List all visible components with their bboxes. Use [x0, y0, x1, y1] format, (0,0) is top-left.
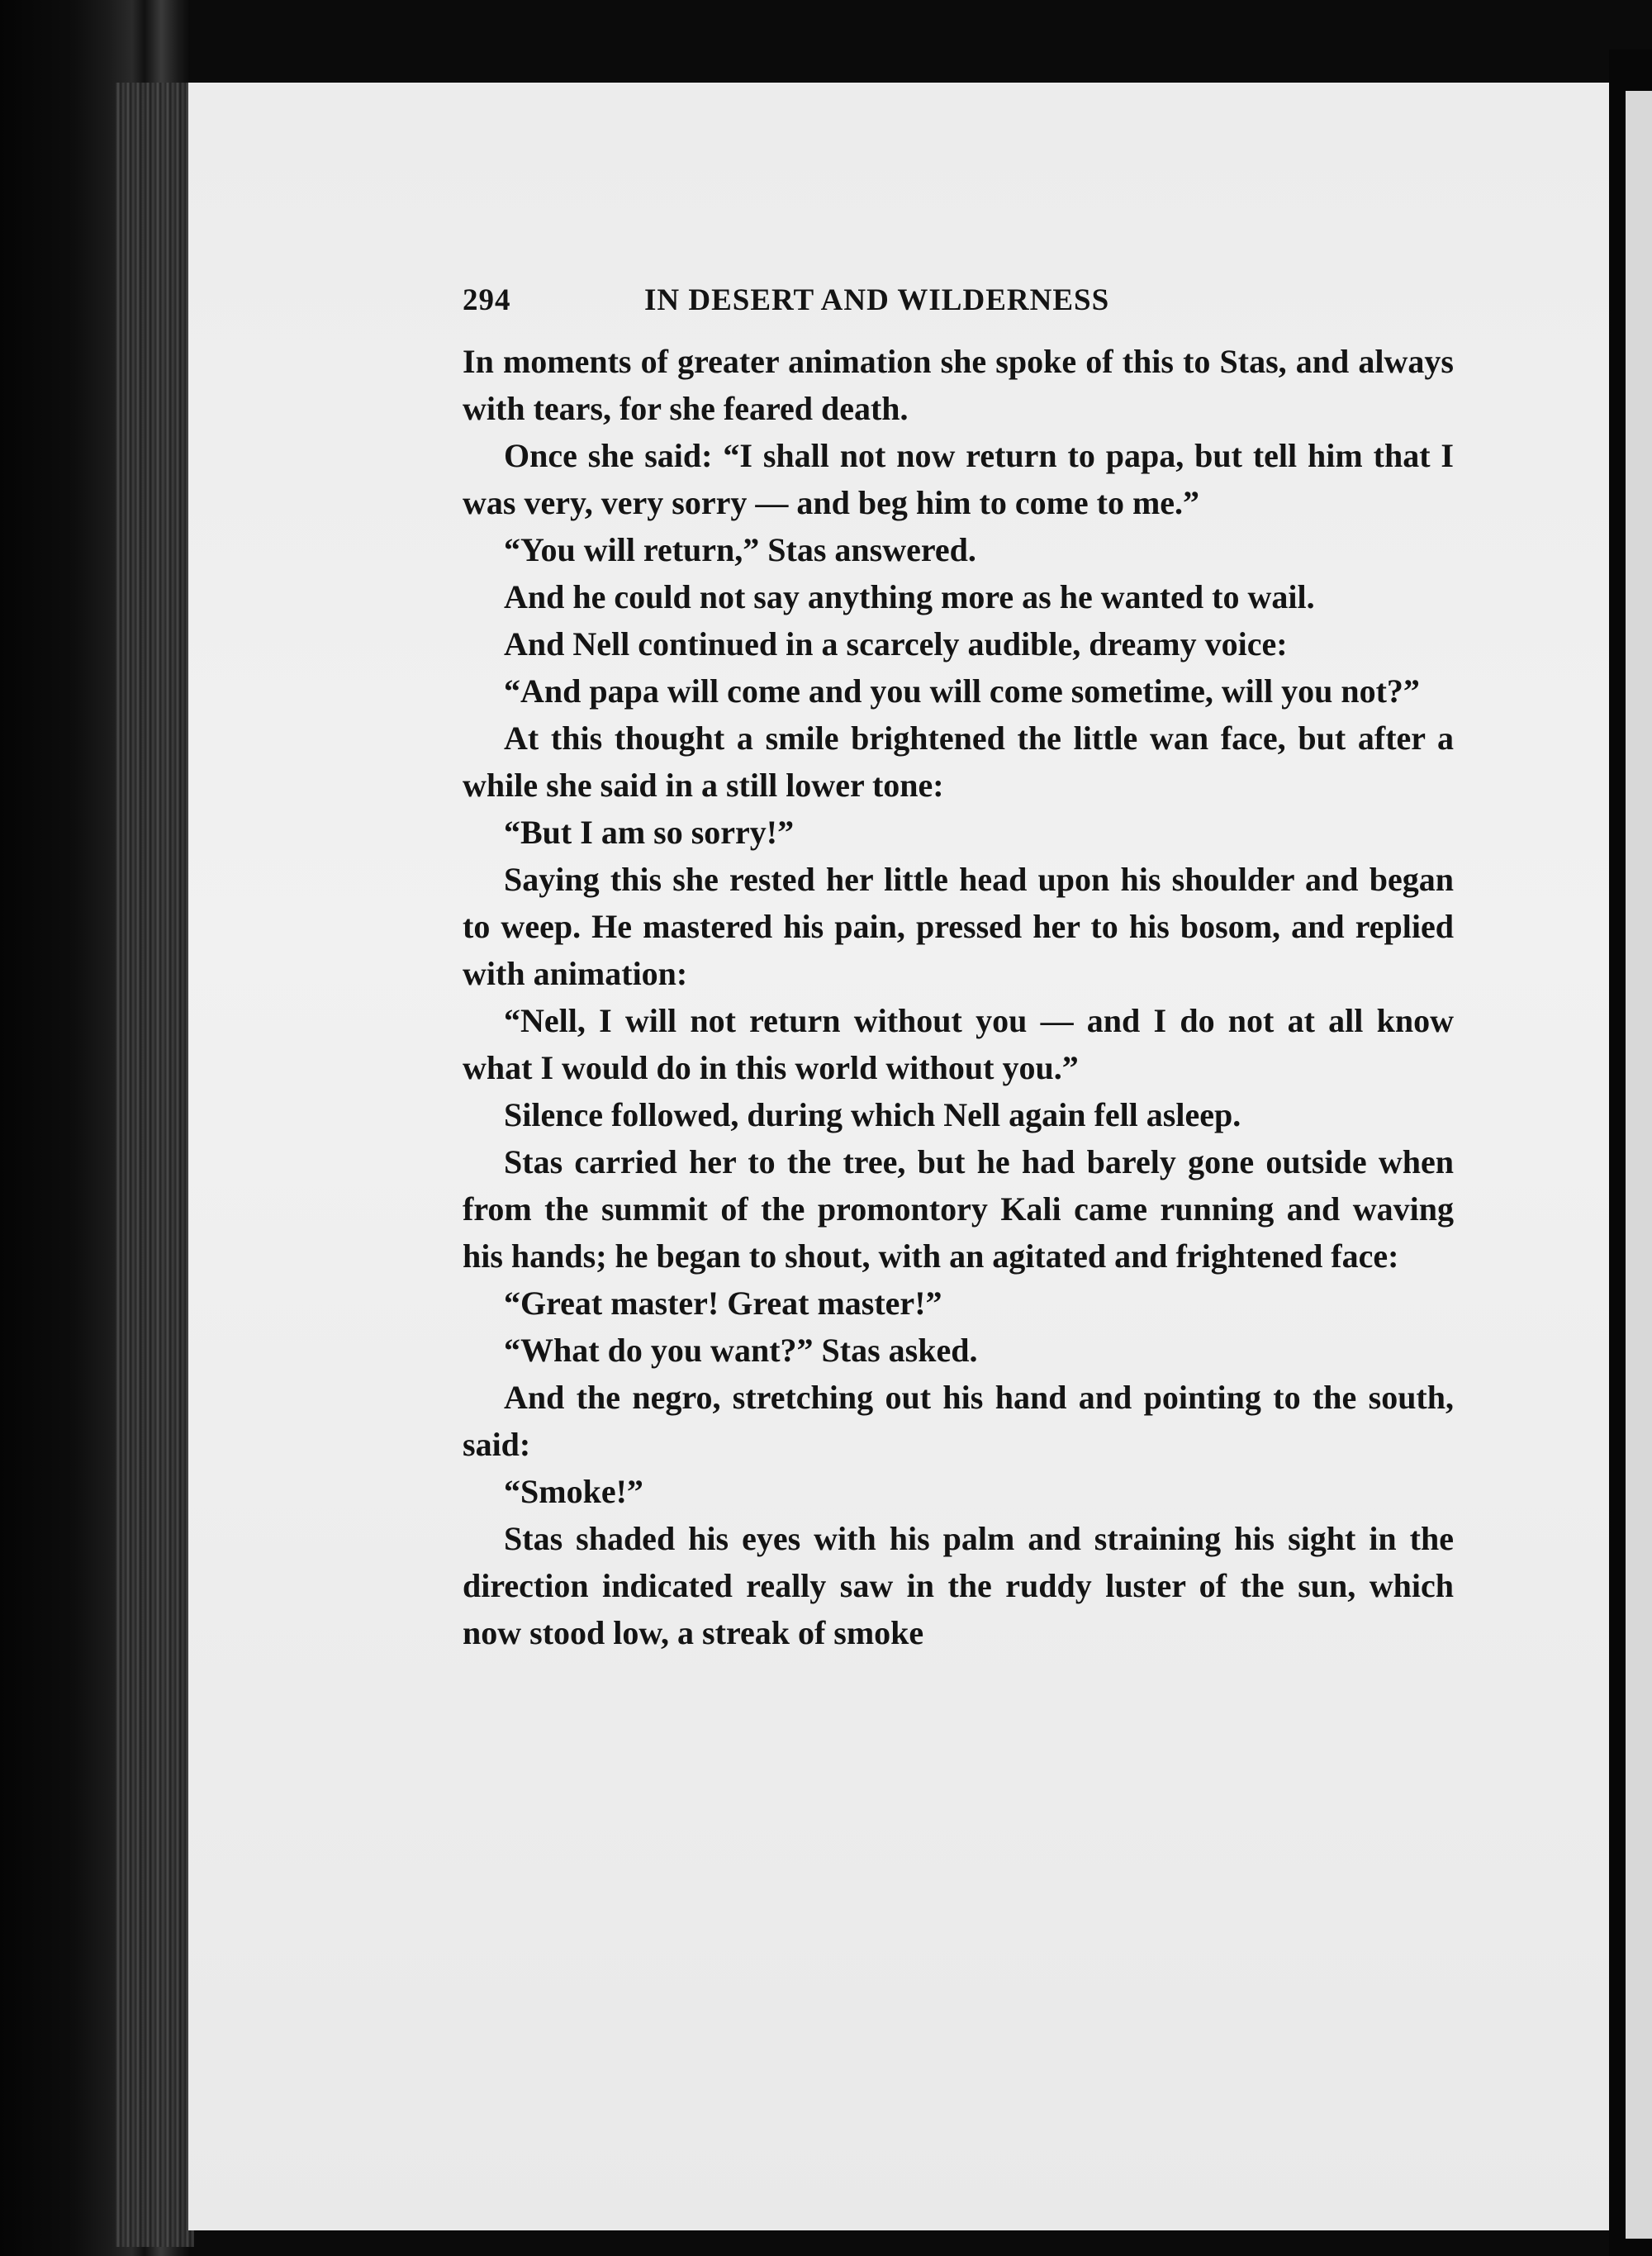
paragraph: Once she said: “I shall not now return to papa, but tell him that I was very, very sorry — and beg him to come to me.”: [463, 437, 1454, 521]
paragraph: “Smoke!”: [504, 1473, 643, 1510]
paragraph: “Great master! Great master!”: [504, 1285, 942, 1322]
paragraph: Saying this she rested her little head upon his shoulder and began to weep. He mastered his pain, pressed her to his bosom, and replied with animation:: [463, 861, 1454, 992]
paragraph: Stas carried her to the tree, but he had barely gone outside when from the summit of the promontory Kali came running and waving his hands; he began to shout, with an agitated and frightened face:: [463, 1143, 1454, 1275]
book-page-edges: [116, 83, 194, 2247]
paragraph: And Nell continued in a scarcely audible, dreamy voice:: [504, 625, 1288, 663]
paragraph: “What do you want?” Stas asked.: [504, 1332, 978, 1369]
paragraph: At this thought a smile brightened the little wan face, but after a while she said in a still lower tone:: [463, 720, 1454, 804]
paragraph: “But I am so sorry!”: [504, 814, 795, 851]
paragraph: In moments of greater animation she spoke of this to Stas, and always with tears, for she feared death.: [463, 343, 1454, 427]
page-header: [463, 277, 1454, 335]
facing-page-edge: [1626, 91, 1652, 2239]
page-text: [463, 277, 1454, 1656]
paragraph: “Nell, I will not return without you — and I do not at all know what I would do in this world without you.”: [463, 1002, 1454, 1086]
running-head: IN DESERT AND WILDERNESS: [644, 283, 1110, 317]
paragraph: “You will return,” Stas answered.: [504, 531, 976, 568]
paragraph: Stas shaded his eyes with his palm and straining his sight in the direction indicated really saw in the ruddy luster of the sun, which now stood low, a streak of smoke: [463, 1520, 1454, 1651]
paragraph: And he could not say anything more as he wanted to wail.: [504, 578, 1315, 615]
paragraph: And the negro, stretching out his hand and pointing to the south, said:: [463, 1379, 1454, 1463]
paragraph: “And papa will come and you will come sometime, will you not?”: [504, 672, 1420, 710]
page-number: 294: [463, 283, 511, 317]
paragraph: Silence followed, during which Nell again fell asleep.: [504, 1096, 1241, 1133]
